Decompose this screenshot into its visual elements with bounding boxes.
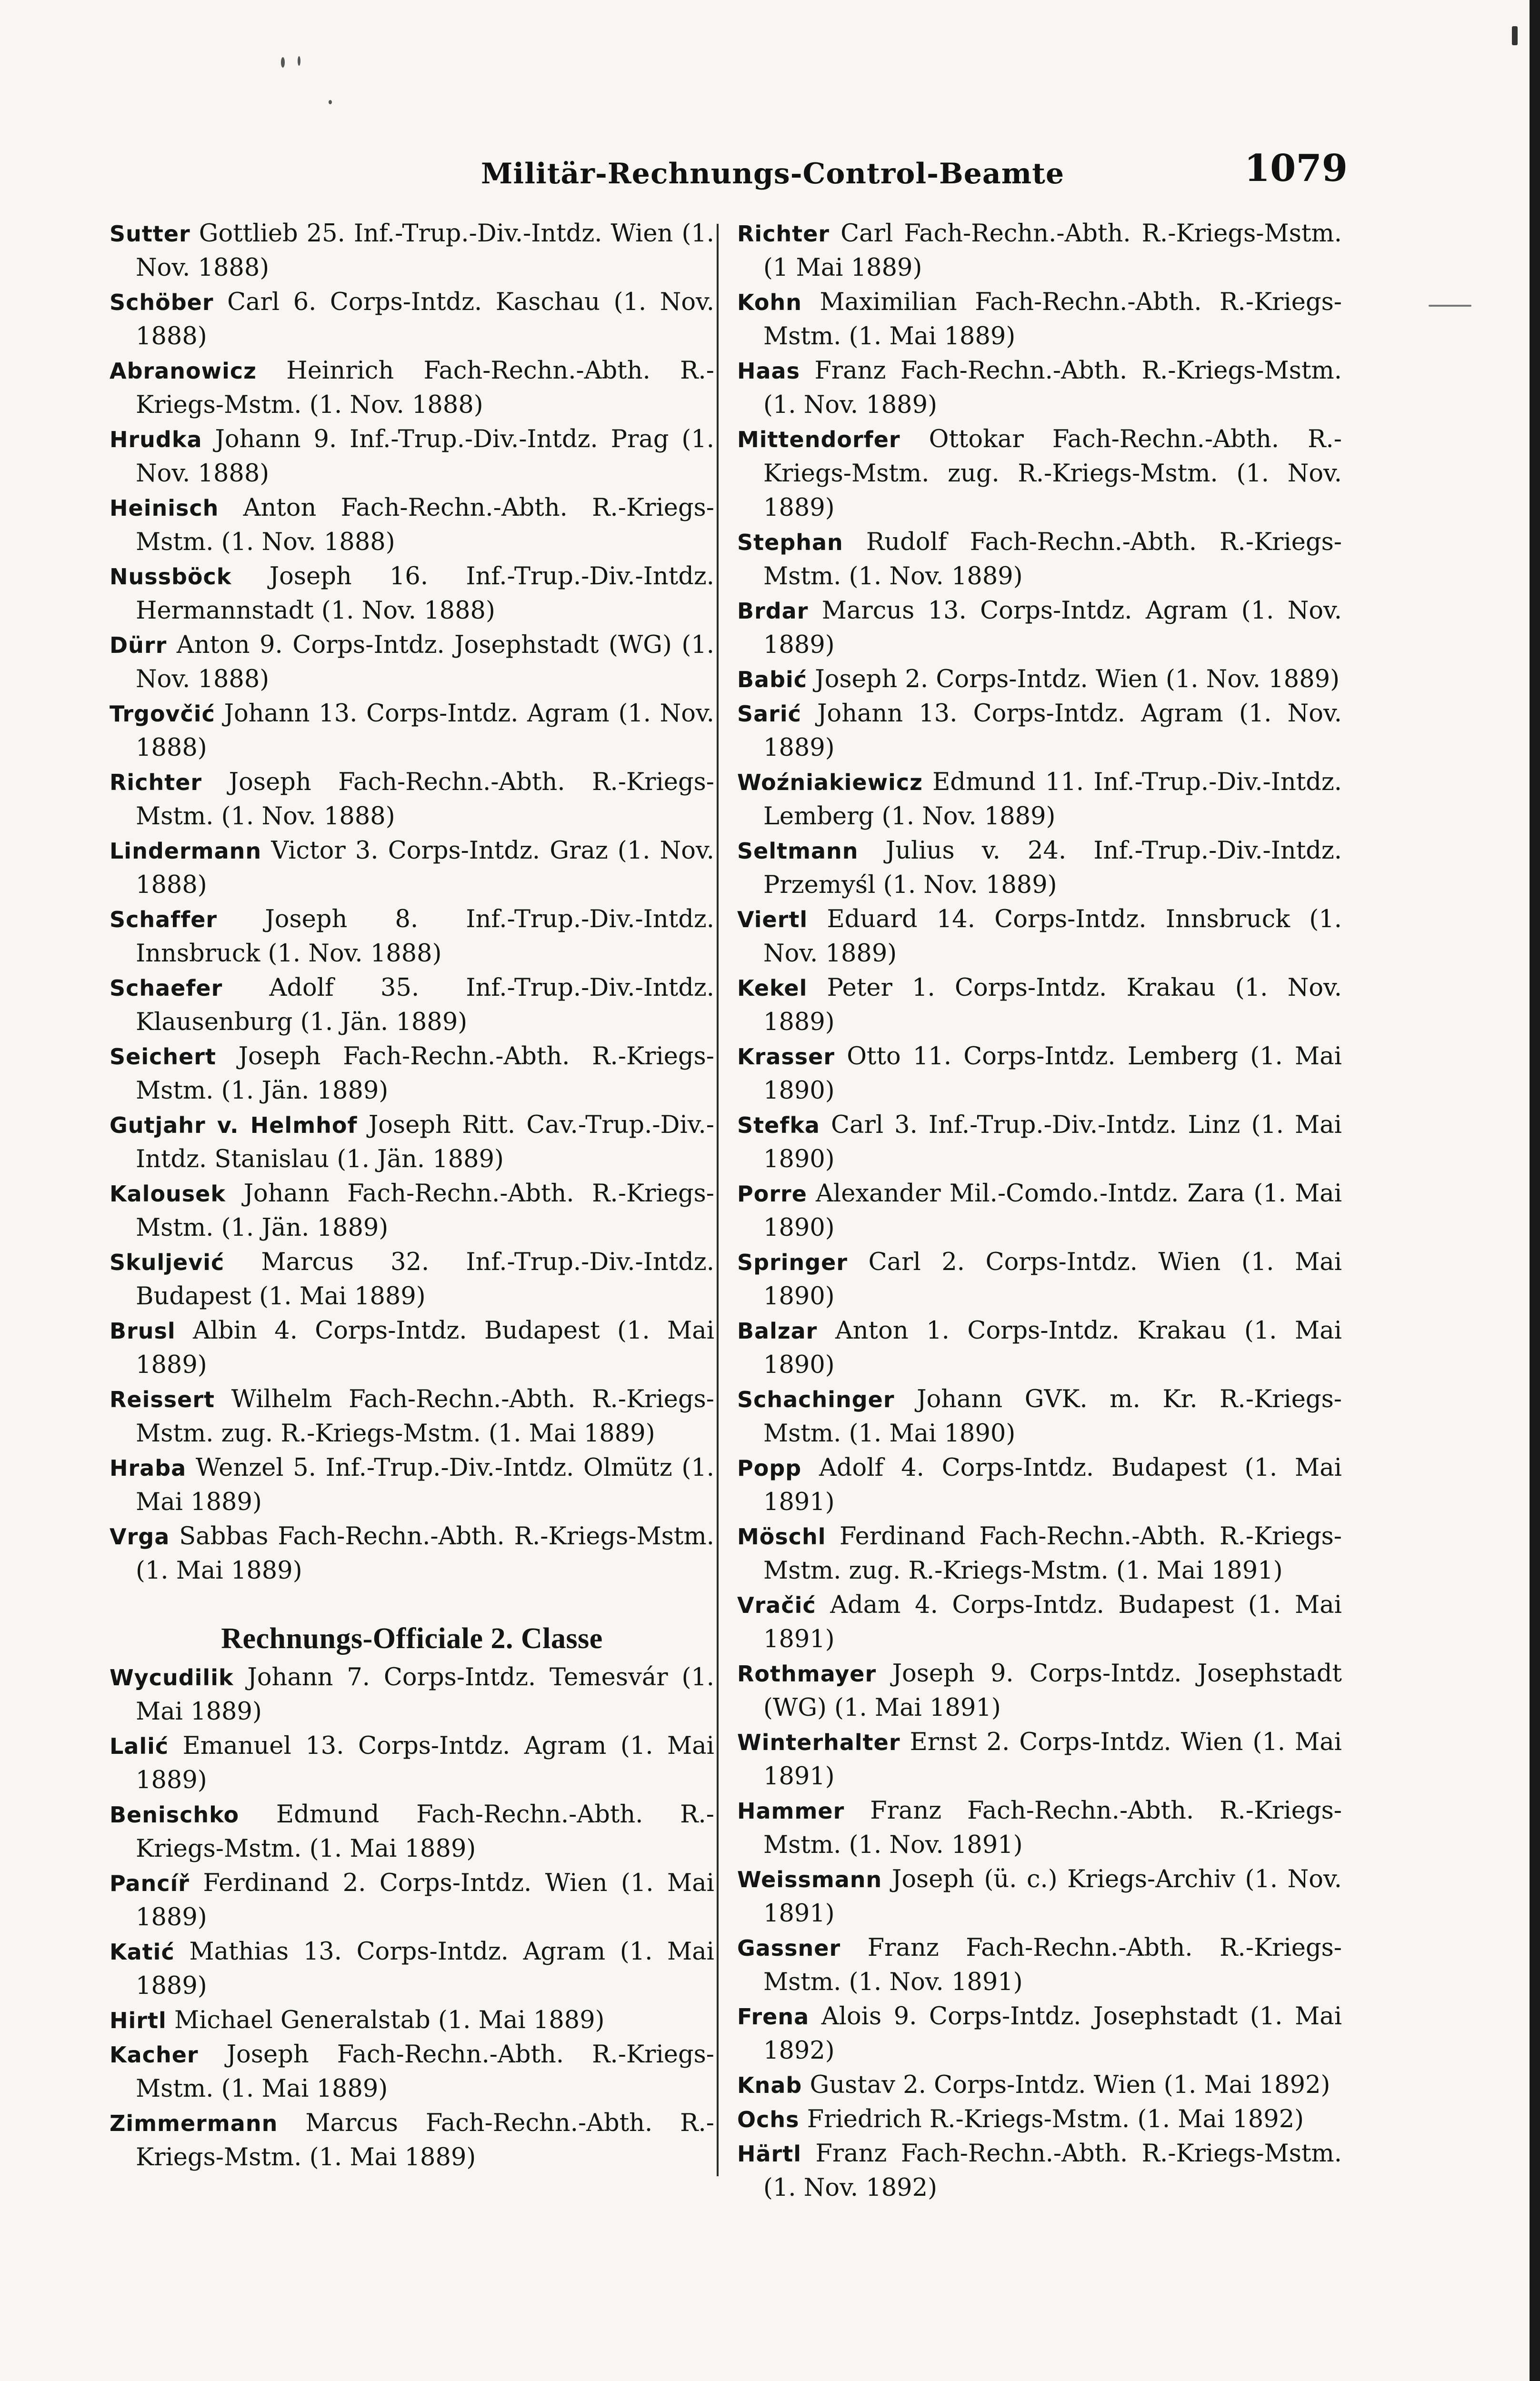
entry-details: Edmund Fach-Rechn.-Abth. R.-Kriegs-Mstm. (1. Mai 1889) — [136, 1801, 714, 1863]
entry-surname: Kohn — [737, 290, 802, 315]
entry-surname: Härtl — [737, 2141, 801, 2167]
register-entry — [737, 354, 1342, 422]
entry-details: Gustav 2. Corps-Intdz. Wien (1. Mai 1892) — [810, 2071, 1330, 2099]
register-entry — [110, 1108, 714, 1177]
entry-surname: Hrudka — [110, 427, 202, 452]
register-entry — [737, 902, 1342, 971]
left-column — [110, 217, 714, 2175]
entry-surname: Schaefer — [110, 975, 223, 1001]
register-entry — [110, 1798, 714, 1866]
entry-surname: Abranowicz — [110, 358, 257, 384]
entry-details: Mathias 13. Corps-Intdz. Agram (1. Mai 1889) — [136, 1938, 714, 2000]
entry-details: Franz Fach-Rechn.-Abth. R.-Kriegs-Mstm. (1. Nov. 1891) — [763, 1934, 1342, 1996]
entry-surname: Hirtl — [110, 2008, 167, 2033]
entry-details: Joseph Ritt. Cav.-Trup.-Div.-Intdz. Stanislau (1. Jän. 1889) — [136, 1111, 714, 1173]
entry-details: Wilhelm Fach-Rechn.-Abth. R.-Kriegs-Mstm. zug. R.-Kriegs-Mstm. (1. Mai 1889) — [136, 1385, 714, 1448]
entry-details: Johann GVK. m. Kr. R.-Kriegs-Mstm. (1. Mai 1890) — [763, 1385, 1342, 1448]
register-entry — [737, 525, 1342, 594]
entry-surname: Springer — [737, 1250, 848, 1275]
register-entry — [110, 2106, 714, 2175]
register-entry — [737, 765, 1342, 834]
register-entry — [110, 902, 714, 971]
scan-speck — [329, 100, 332, 104]
entry-details: Alois 9. Corps-Intdz. Josephstadt (1. Mai 1892) — [763, 2002, 1342, 2065]
entry-surname: Ochs — [737, 2107, 800, 2132]
entry-surname: Knab — [737, 2072, 802, 2098]
entry-details: Carl Fach-Rechn.-Abth. R.-Kriegs-Mstm. (1 Mai 1889) — [763, 220, 1342, 282]
entry-surname: Rothmayer — [737, 1661, 877, 1687]
register-entry — [737, 834, 1342, 902]
entry-details: Carl 2. Corps-Intdz. Wien (1. Mai 1890) — [763, 1248, 1342, 1311]
register-entry — [737, 2137, 1342, 2205]
register-entry — [737, 2000, 1342, 2068]
entry-surname: Heinisch — [110, 495, 219, 521]
entry-surname: Katić — [110, 1939, 175, 1965]
entry-details: Ferdinand 2. Corps-Intdz. Wien (1. Mai 1889) — [136, 1869, 714, 1931]
register-entry — [737, 422, 1342, 525]
left-entry-list-2 — [110, 1661, 714, 2175]
entry-details: Franz Fach-Rechn.-Abth. R.-Kriegs-Mstm. (1. Nov. 1891) — [763, 1797, 1342, 1859]
entry-surname: Schachinger — [737, 1387, 895, 1412]
entry-surname: Sarić — [737, 701, 801, 727]
entry-details: Carl 6. Corps-Intdz. Kaschau (1. Nov. 1888) — [136, 288, 714, 350]
entry-details: Joseph Fach-Rechn.-Abth. R.-Kriegs-Mstm. (1. Nov. 1888) — [136, 768, 714, 830]
register-entry — [737, 1108, 1342, 1177]
entry-surname: Vračić — [737, 1592, 816, 1618]
entry-surname: Frena — [737, 2004, 810, 2030]
entry-surname: Schöber — [110, 290, 214, 315]
entry-details: Emanuel 13. Corps-Intdz. Agram (1. Mai 1889) — [136, 1732, 714, 1794]
entry-surname: Richter — [737, 221, 830, 247]
entry-details: Adolf 35. Inf.-Trup.-Div.-Intdz. Klausenburg (1. Jän. 1889) — [136, 974, 714, 1036]
register-entry — [110, 285, 714, 354]
entry-surname: Lindermann — [110, 838, 262, 864]
entry-details: Anton Fach-Rechn.-Abth. R.-Kriegs-Mstm. (1. Nov. 1888) — [136, 494, 714, 556]
entry-surname: Wycudilik — [110, 1665, 234, 1691]
entry-details: Johann Fach-Rechn.-Abth. R.-Kriegs-Mstm. (1. Jän. 1889) — [136, 1180, 714, 1242]
entry-details: Johann 13. Corps-Intdz. Agram (1. Nov. 1888) — [136, 700, 714, 762]
entry-details: Adolf 4. Corps-Intdz. Budapest (1. Mai 1891) — [763, 1454, 1342, 1516]
register-entry — [737, 1451, 1342, 1520]
register-entry — [110, 1866, 714, 1935]
entry-surname: Gutjahr v. Helmhof — [110, 1112, 358, 1138]
register-entry — [110, 560, 714, 628]
register-entry — [110, 765, 714, 834]
register-entry — [110, 1451, 714, 1520]
register-entry — [110, 354, 714, 422]
register-entry — [110, 1661, 714, 1729]
register-entry — [110, 1245, 714, 1314]
register-entry — [737, 1931, 1342, 2000]
entry-details: Albin 4. Corps-Intdz. Budapest (1. Mai 1889) — [136, 1317, 714, 1379]
entry-surname: Haas — [737, 358, 800, 384]
entry-details: Anton 1. Corps-Intdz. Krakau (1. Mai 1890) — [763, 1317, 1342, 1379]
entry-details: Marcus Fach-Rechn.-Abth. R.-Kriegs-Mstm. (1. Mai 1889) — [136, 2109, 714, 2171]
entry-surname: Woźniakiewicz — [737, 770, 923, 795]
register-entry — [737, 1794, 1342, 1862]
entry-details: Rudolf Fach-Rechn.-Abth. R.-Kriegs-Mstm. (1. Nov. 1889) — [763, 528, 1342, 590]
scan-speck — [298, 56, 300, 66]
register-entry — [110, 834, 714, 902]
entry-surname: Brdar — [737, 598, 809, 624]
entry-surname: Skuljević — [110, 1250, 225, 1275]
entry-details: Ottokar Fach-Rechn.-Abth. R.-Kriegs-Mstm. zug. R.-Kriegs-Mstm. (1. Nov. 1889) — [763, 425, 1342, 522]
entry-details: Heinrich Fach-Rechn.-Abth. R.-Kriegs-Mstm. (1. Nov. 1888) — [136, 357, 714, 419]
register-entry — [110, 217, 714, 285]
entry-details: Johann 13. Corps-Intdz. Agram (1. Nov. 1889) — [763, 700, 1342, 762]
entry-surname: Dürr — [110, 632, 167, 658]
entry-surname: Mittendorfer — [737, 427, 900, 452]
entry-details: Sabbas Fach-Rechn.-Abth. R.-Kriegs-Mstm. (1. Mai 1889) — [136, 1522, 714, 1585]
entry-surname: Zimmermann — [110, 2111, 278, 2136]
entry-surname: Balzar — [737, 1318, 818, 1344]
entry-surname: Benischko — [110, 1802, 240, 1828]
entry-details: Ernst 2. Corps-Intdz. Wien (1. Mai 1891) — [763, 1728, 1342, 1791]
entry-details: Joseph 2. Corps-Intdz. Wien (1. Nov. 1889) — [815, 665, 1340, 693]
entry-surname: Richter — [110, 770, 202, 795]
register-entry — [737, 971, 1342, 1040]
section-heading: Rechnungs-Officiale 2. Classe — [221, 1622, 603, 1655]
register-entry — [110, 1382, 714, 1451]
register-entry — [737, 1382, 1342, 1451]
entry-surname: Stefka — [737, 1112, 820, 1138]
register-entry — [110, 697, 714, 765]
register-entry — [110, 1520, 714, 1588]
entry-surname: Möschl — [737, 1524, 826, 1550]
register-entry — [110, 1040, 714, 1108]
entry-details: Gottlieb 25. Inf.-Trup.-Div.-Intdz. Wien (1. Nov. 1888) — [136, 220, 714, 282]
entry-details: Marcus 32. Inf.-Trup.-Div.-Intdz. Budapest (1. Mai 1889) — [136, 1248, 715, 1311]
entry-details: Johann 7. Corps-Intdz. Temesvár (1. Mai 1889) — [136, 1663, 714, 1726]
entry-surname: Seichert — [110, 1044, 216, 1070]
entry-surname: Popp — [737, 1455, 802, 1481]
entry-details: Joseph Fach-Rechn.-Abth. R.-Kriegs-Mstm. (1. Jän. 1889) — [136, 1042, 714, 1105]
page-header — [110, 143, 1348, 190]
register-entry — [110, 491, 714, 560]
register-entry — [737, 1725, 1342, 1794]
entry-details: Johann 9. Inf.-Trup.-Div.-Intdz. Prag (1. Nov. 1888) — [136, 425, 714, 488]
entry-details: Joseph 8. Inf.-Trup.-Div.-Intdz. Innsbruck (1. Nov. 1888) — [136, 905, 714, 968]
left-entry-list — [110, 217, 714, 1588]
scan-speck — [281, 57, 285, 68]
entry-surname: Nussböck — [110, 564, 232, 590]
entry-details: Joseph 16. Inf.-Trup.-Div.-Intdz. Hermannstadt (1. Nov. 1888) — [136, 562, 715, 625]
entry-surname: Pancíř — [110, 1871, 190, 1896]
register-entry — [737, 662, 1342, 697]
register-entry — [737, 1862, 1342, 1931]
entry-details: Friedrich R.-Kriegs-Mstm. (1. Mai 1892) — [807, 2105, 1304, 2133]
register-entry — [737, 1520, 1342, 1588]
page-number: 1079 — [1244, 147, 1348, 190]
entry-surname: Hammer — [737, 1798, 845, 1824]
entry-details: Anton 9. Corps-Intdz. Josephstadt (WG) (1. Nov. 1888) — [136, 631, 714, 693]
entry-details: Adam 4. Corps-Intdz. Budapest (1. Mai 1891) — [763, 1591, 1342, 1653]
entry-surname: Seltmann — [737, 838, 859, 864]
register-entry — [110, 2038, 714, 2106]
column-divider — [717, 224, 719, 2176]
register-entry — [110, 628, 714, 697]
entry-surname: Lalić — [110, 1733, 169, 1759]
register-entry — [737, 1588, 1342, 1657]
entry-details: Carl 3. Inf.-Trup.-Div.-Intdz. Linz (1. Mai 1890) — [763, 1111, 1342, 1173]
entry-surname: Gassner — [737, 1935, 841, 1961]
entry-surname: Reissert — [110, 1387, 215, 1412]
entry-details: Maximilian Fach-Rechn.-Abth. R.-Kriegs-Mstm. (1. Mai 1889) — [763, 288, 1342, 350]
entry-details: Julius v. 24. Inf.-Trup.-Div.-Intdz. Przemyśl (1. Nov. 1889) — [763, 837, 1342, 899]
entry-surname: Winterhalter — [737, 1730, 900, 1755]
entry-surname: Viertl — [737, 907, 808, 932]
entry-details: Michael Generalstab (1. Mai 1889) — [174, 2006, 605, 2034]
register-entry — [737, 1040, 1342, 1108]
register-entry — [110, 1314, 714, 1382]
entry-details: Otto 11. Corps-Intdz. Lemberg (1. Mai 1890) — [763, 1042, 1342, 1105]
entry-details: Edmund 11. Inf.-Trup.-Div.-Intdz. Lemberg (1. Nov. 1889) — [763, 768, 1342, 830]
entry-surname: Trgovčić — [110, 701, 215, 727]
right-entry-list — [737, 217, 1342, 2205]
entry-details: Eduard 14. Corps-Intdz. Innsbruck (1. Nov. 1889) — [763, 905, 1342, 968]
register-entry — [737, 285, 1342, 354]
entry-surname: Porre — [737, 1181, 807, 1207]
entry-details: Joseph Fach-Rechn.-Abth. R.-Kriegs-Mstm. (1. Mai 1889) — [136, 2041, 714, 2103]
entry-surname: Kalousek — [110, 1181, 226, 1207]
entry-surname: Hraba — [110, 1455, 187, 1481]
entry-surname: Stephan — [737, 530, 843, 555]
register-entry — [737, 1177, 1342, 1245]
entry-surname: Kekel — [737, 975, 808, 1001]
entry-surname: Schaffer — [110, 907, 218, 932]
entry-details: Victor 3. Corps-Intdz. Graz (1. Nov. 1888) — [136, 837, 714, 899]
entry-surname: Babić — [737, 667, 808, 692]
register-entry — [110, 971, 714, 1040]
entry-details: Peter 1. Corps-Intdz. Krakau (1. Nov. 1889) — [763, 974, 1342, 1036]
running-title: Militär-Rechnungs-Control-Beamte — [481, 157, 1065, 190]
scan-edge-shadow — [1530, 0, 1540, 2381]
register-entry — [737, 2068, 1342, 2102]
scan-speck — [1429, 305, 1471, 307]
entry-surname: Weissmann — [737, 1867, 882, 1892]
entry-surname: Sutter — [110, 221, 190, 247]
register-entry — [110, 1177, 714, 1245]
register-entry — [110, 1729, 714, 1798]
register-entry — [737, 217, 1342, 285]
register-entry — [737, 1657, 1342, 1725]
entry-details: Joseph (ü. c.) Kriegs-Archiv (1. Nov. 1891) — [763, 1865, 1342, 1928]
register-entry — [737, 1245, 1342, 1314]
entry-surname: Krasser — [737, 1044, 835, 1070]
register-entry — [110, 422, 714, 491]
register-entry — [737, 594, 1342, 662]
entry-details: Wenzel 5. Inf.-Trup.-Div.-Intdz. Olmütz (1. Mai 1889) — [136, 1454, 714, 1516]
entry-details: Joseph 9. Corps-Intdz. Josephstadt (WG) (1. Mai 1891) — [763, 1660, 1342, 1722]
entry-surname: Vrga — [110, 1524, 170, 1550]
register-entry — [737, 697, 1342, 765]
entry-details: Franz Fach-Rechn.-Abth. R.-Kriegs-Mstm. (1. Nov. 1889) — [763, 357, 1342, 419]
entry-surname: Kacher — [110, 2042, 199, 2068]
register-entry — [110, 1935, 714, 2003]
register-entry — [737, 2102, 1342, 2137]
entry-details: Alexander Mil.-Comdo.-Intdz. Zara (1. Mai 1890) — [763, 1180, 1342, 1242]
scan-speck — [1512, 26, 1518, 45]
register-entry — [737, 1314, 1342, 1382]
entry-details: Ferdinand Fach-Rechn.-Abth. R.-Kriegs-Mstm. zug. R.-Kriegs-Mstm. (1. Mai 1891) — [763, 1522, 1342, 1585]
register-entry — [110, 2003, 714, 2038]
right-column — [737, 217, 1342, 2205]
entry-details: Franz Fach-Rechn.-Abth. R.-Kriegs-Mstm. (1. Nov. 1892) — [763, 2140, 1342, 2202]
entry-surname: Brusl — [110, 1318, 176, 1344]
entry-details: Marcus 13. Corps-Intdz. Agram (1. Nov. 1889) — [763, 597, 1342, 659]
